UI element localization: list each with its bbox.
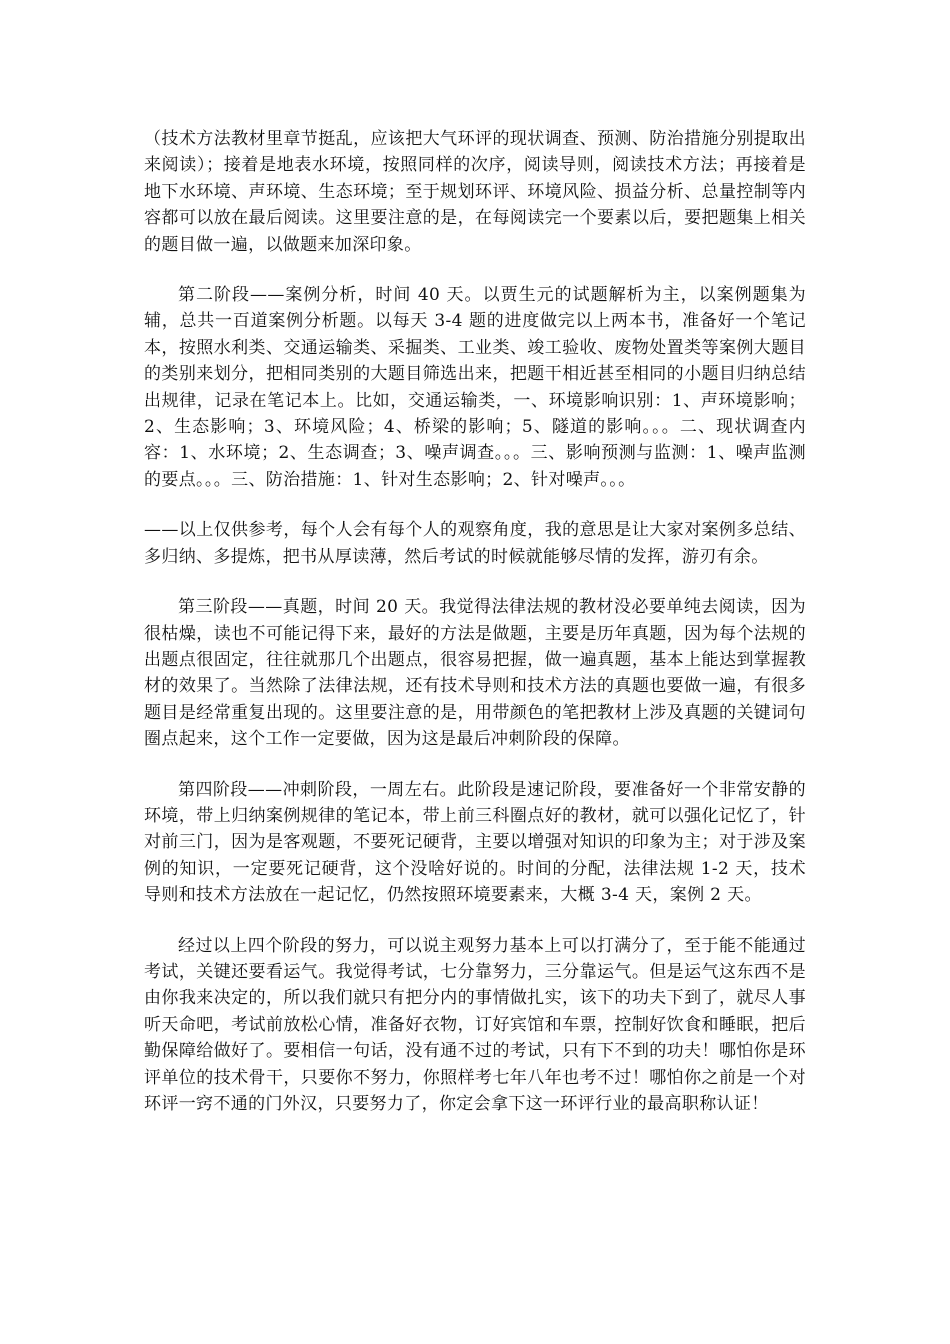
paragraph-note: ——以上仅供参考，每个人会有每个人的观察角度，我的意思是让大家对案例多总结、多归纳、多提炼，把书从厚读薄，然后考试的时候就能够尽情的发挥，游刃有余。	[144, 520, 806, 567]
document-body	[144, 126, 806, 1141]
paragraph-stage-three: 第三阶段——真题，时间 20 天。我觉得法律法规的教材没必要单纯去阅读，因为很枯燥，读也不可能记得下来，最好的方法是做题，主要是历年真题，因为每个法规的出题点很固定，往往就那几个出题点，很容易把握，做一遍真题，基本上能达到掌握教材的效果了。当然除了法律法规，还有技术导则和技术方法的真题也要做一遍，有很多题目是经常重复出现的。这里要注意的是，用带颜色的笔把教材上涉及真题的关键词句圈点起来，这个工作一定要做，因为这是最后冲刺阶段的保障。	[144, 597, 806, 750]
paragraph-continuation: （技术方法教材里章节挺乱，应该把大气环评的现状调查、预测、防治措施分别提取出来阅读）；接着是地表水环境，按照同样的次序，阅读导则，阅读技术方法；再接着是地下水环境、声环境、生态环境；至于规划环评、环境风险、损益分析、总量控制等内容都可以放在最后阅读。这里要注意的是，在每阅读完一个要素以后，要把题集上相关的题目做一遍，以做题来加深印象。	[144, 129, 806, 255]
paragraph-stage-two: 第二阶段——案例分析，时间 40 天。以贾生元的试题解析为主，以案例题集为辅，总共一百道案例分析题。以每天 3-4 题的进度做完以上两本书，准备好一个笔记本，按照水利类、交通运输类、采掘类、工业类、竣工验收、废物处置类等案例大题目的类别来划分，把相同类别的大题目筛选出来，把题干相近甚至相同的小题目归纳总结出规律，记录在笔记本上。比如，交通运输类，一、环境影响识别：1、声环境影响；2、生态影响；3、环境风险；4、桥梁的影响；5、隧道的影响。。。二、现状调查内容：1、水环境；2、生态调查；3、噪声调查。。。三、影响预测与监测：1、噪声监测的要点。。。三、防治措施：1、针对生态影响；2、针对噪声。。。	[144, 285, 806, 490]
paragraph-conclusion: 经过以上四个阶段的努力，可以说主观努力基本上可以打满分了，至于能不能通过考试，关键还要看运气。我觉得考试，七分靠努力，三分靠运气。但是运气这东西不是由你我来决定的，所以我们就只有把分内的事情做扎实，该下的功夫下到了，就尽人事听天命吧，考试前放松心情，准备好衣物，订好宾馆和车票，控制好饮食和睡眠，把后勤保障给做好了。要相信一句话，没有通不过的考试，只有下不到的功夫！哪怕你是环评单位的技术骨干，只要你不努力，你照样考七年八年也考不过！哪怕你之前是一个对环评一窍不通的门外汉，只要努力了，你定会拿下这一环评行业的最高职称认证！	[144, 935, 806, 1114]
paragraph-stage-four: 第四阶段——冲刺阶段，一周左右。此阶段是速记阶段，要准备好一个非常安静的环境，带上归纳案例规律的笔记本，带上前三科圈点好的教材，就可以强化记忆了，针对前三门，因为是客观题，不要死记硬背，主要以增强对知识的印象为主；对于涉及案例的知识，一定要死记硬背，这个没啥好说的。时间的分配，法律法规 1-2 天，技术导则和技术方法放在一起记忆，仍然按照环境要素来，大概 3-4 天，案例 2 天。	[144, 779, 806, 906]
